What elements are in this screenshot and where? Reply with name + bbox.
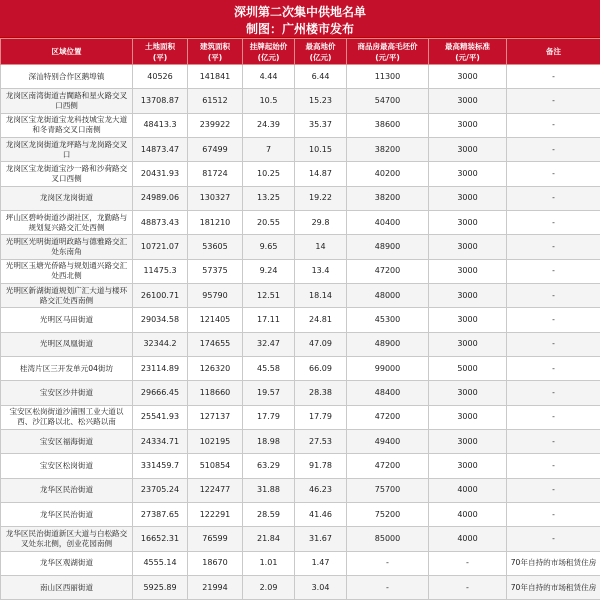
column-header-title: 商品房最高毛坯价	[347, 41, 428, 52]
location-cell: 光明区玉塘光侨路与规划通兴路交汇处西北侧	[1, 259, 133, 283]
max-price-cell: 6.44	[295, 65, 347, 89]
land-area-cell: 32344.2	[133, 332, 188, 356]
max-price-cell: 18.14	[295, 283, 347, 307]
start-price-cell: 19.57	[243, 381, 295, 405]
max-decor-standard-cell: 4000	[429, 527, 507, 551]
max-rough-price-cell: 40400	[347, 210, 429, 234]
table-row	[1, 89, 600, 113]
note-cell: -	[507, 65, 600, 89]
note-cell: -	[507, 405, 600, 429]
max-price-cell: 15.23	[295, 89, 347, 113]
table-row	[1, 283, 600, 307]
note-cell: -	[507, 332, 600, 356]
build-area-cell: 21994	[188, 575, 243, 599]
max-rough-price-cell: 40200	[347, 162, 429, 186]
location-cell: 光明区凤凰街道	[1, 332, 133, 356]
location-cell: 坪山区碧岭街道沙湖社区，龙勤路与规划复兴路交汇处西侧	[1, 210, 133, 234]
build-area-cell: 81724	[188, 162, 243, 186]
table-row	[1, 381, 600, 405]
table-row	[1, 575, 600, 599]
build-area-cell: 95790	[188, 283, 243, 307]
location-cell: 宝安区福海街道	[1, 429, 133, 453]
table-row	[1, 478, 600, 502]
column-header	[507, 39, 600, 65]
max-price-cell: 27.53	[295, 429, 347, 453]
land-area-cell: 5925.89	[133, 575, 188, 599]
max-price-cell: 47.09	[295, 332, 347, 356]
location-cell: 龙岗区南湾街道吉閫路和星火路交叉口西侧	[1, 89, 133, 113]
note-cell: -	[507, 356, 600, 380]
table-row	[1, 502, 600, 526]
start-price-cell: 2.09	[243, 575, 295, 599]
note-cell: -	[507, 454, 600, 478]
start-price-cell: 10.25	[243, 162, 295, 186]
location-cell: 桂湾片区三开发单元04街坊	[1, 356, 133, 380]
start-price-cell: 45.58	[243, 356, 295, 380]
table-row	[1, 162, 600, 186]
max-price-cell: 14.87	[295, 162, 347, 186]
column-header-title: 土地面积	[133, 41, 187, 52]
sheet-subtitle: 制图：广州楼市发布	[0, 20, 600, 37]
build-area-cell: 122291	[188, 502, 243, 526]
max-price-cell: 10.15	[295, 137, 347, 161]
start-price-cell: 9.65	[243, 235, 295, 259]
table-row	[1, 210, 600, 234]
location-cell: 宝安区松岗街道	[1, 454, 133, 478]
location-cell: 南山区西丽街道	[1, 575, 133, 599]
max-decor-standard-cell: -	[429, 575, 507, 599]
max-price-cell: 17.79	[295, 405, 347, 429]
column-header-unit: (亿元)	[295, 52, 346, 63]
max-rough-price-cell: -	[347, 575, 429, 599]
start-price-cell: 7	[243, 137, 295, 161]
build-area-cell: 174655	[188, 332, 243, 356]
build-area-cell: 67499	[188, 137, 243, 161]
land-area-cell: 14873.47	[133, 137, 188, 161]
max-decor-standard-cell: 3000	[429, 186, 507, 210]
build-area-cell: 118660	[188, 381, 243, 405]
start-price-cell: 31.88	[243, 478, 295, 502]
max-decor-standard-cell: 3000	[429, 454, 507, 478]
note-cell: 70年自持的市场租赁住房	[507, 575, 600, 599]
land-area-cell: 24989.06	[133, 186, 188, 210]
table-row	[1, 454, 600, 478]
land-area-cell: 40526	[133, 65, 188, 89]
start-price-cell: 18.98	[243, 429, 295, 453]
max-price-cell: 91.78	[295, 454, 347, 478]
land-area-cell: 27387.65	[133, 502, 188, 526]
start-price-cell: 4.44	[243, 65, 295, 89]
max-decor-standard-cell: 3000	[429, 137, 507, 161]
max-decor-standard-cell: 3000	[429, 429, 507, 453]
land-area-cell: 10721.07	[133, 235, 188, 259]
column-header-unit: (亿元)	[243, 52, 294, 63]
max-rough-price-cell: 85000	[347, 527, 429, 551]
table-row	[1, 551, 600, 575]
table-row	[1, 527, 600, 551]
build-area-cell: 130327	[188, 186, 243, 210]
land-table	[0, 38, 600, 600]
start-price-cell: 32.47	[243, 332, 295, 356]
start-price-cell: 17.79	[243, 405, 295, 429]
table-row	[1, 137, 600, 161]
land-area-cell: 48873.43	[133, 210, 188, 234]
max-decor-standard-cell: 5000	[429, 356, 507, 380]
max-rough-price-cell: 47200	[347, 405, 429, 429]
land-area-cell: 13708.87	[133, 89, 188, 113]
table-row	[1, 429, 600, 453]
land-area-cell: 26100.71	[133, 283, 188, 307]
max-price-cell: 19.22	[295, 186, 347, 210]
note-cell: -	[507, 89, 600, 113]
start-price-cell: 17.11	[243, 308, 295, 332]
build-area-cell: 121405	[188, 308, 243, 332]
max-price-cell: 1.47	[295, 551, 347, 575]
max-rough-price-cell: 47200	[347, 454, 429, 478]
note-cell: -	[507, 186, 600, 210]
table-row	[1, 65, 600, 89]
column-header	[429, 39, 507, 65]
land-area-cell: 25541.93	[133, 405, 188, 429]
start-price-cell: 24.39	[243, 113, 295, 137]
column-header-title: 建筑面积	[188, 41, 242, 52]
land-area-cell: 11475.3	[133, 259, 188, 283]
max-price-cell: 14	[295, 235, 347, 259]
max-rough-price-cell: 54700	[347, 89, 429, 113]
max-price-cell: 13.4	[295, 259, 347, 283]
note-cell: -	[507, 527, 600, 551]
location-cell: 龙岗区龙岗街道	[1, 186, 133, 210]
max-decor-standard-cell: 3000	[429, 283, 507, 307]
location-cell: 龙华区民治街道	[1, 502, 133, 526]
column-header-title: 挂牌起始价	[243, 41, 294, 52]
max-rough-price-cell: 45300	[347, 308, 429, 332]
land-area-cell: 4555.14	[133, 551, 188, 575]
location-cell: 宝安区松岗街道沙浦围工业大道以西、沙江路以北、松兴路以南	[1, 405, 133, 429]
note-cell: -	[507, 162, 600, 186]
build-area-cell: 102195	[188, 429, 243, 453]
build-area-cell: 18670	[188, 551, 243, 575]
note-cell: -	[507, 429, 600, 453]
column-header	[133, 39, 188, 65]
land-area-cell: 29666.45	[133, 381, 188, 405]
location-cell: 光明区新湖街道规划广汇大道与楼环路交汇处西南侧	[1, 283, 133, 307]
max-rough-price-cell: 47200	[347, 259, 429, 283]
max-price-cell: 3.04	[295, 575, 347, 599]
table-row	[1, 308, 600, 332]
max-decor-standard-cell: 3000	[429, 332, 507, 356]
column-header	[188, 39, 243, 65]
location-cell: 龙华区观湖街道	[1, 551, 133, 575]
note-cell: -	[507, 210, 600, 234]
max-rough-price-cell: 38600	[347, 113, 429, 137]
max-rough-price-cell: 99000	[347, 356, 429, 380]
note-cell: -	[507, 283, 600, 307]
location-cell: 龙华区民治街道	[1, 478, 133, 502]
location-cell: 龙岗区龙岗街道龙坪路与龙岗路交叉口	[1, 137, 133, 161]
column-header	[295, 39, 347, 65]
note-cell: -	[507, 381, 600, 405]
note-cell: 70年自持的市场租赁住房	[507, 551, 600, 575]
note-cell: -	[507, 308, 600, 332]
build-area-cell: 510854	[188, 454, 243, 478]
max-decor-standard-cell: 3000	[429, 210, 507, 234]
max-decor-standard-cell: 4000	[429, 478, 507, 502]
start-price-cell: 13.25	[243, 186, 295, 210]
max-price-cell: 66.09	[295, 356, 347, 380]
column-header-unit: (平)	[188, 52, 242, 63]
max-price-cell: 46.23	[295, 478, 347, 502]
column-header-title: 区域位置	[1, 46, 132, 57]
column-header-title: 最高精装标准	[429, 41, 506, 52]
note-cell: -	[507, 502, 600, 526]
column-header-title: 备注	[507, 46, 600, 57]
max-rough-price-cell: 48900	[347, 235, 429, 259]
header-row	[1, 39, 600, 65]
build-area-cell: 76599	[188, 527, 243, 551]
max-rough-price-cell: 48000	[347, 283, 429, 307]
build-area-cell: 57375	[188, 259, 243, 283]
column-header-title: 最高地价	[295, 41, 346, 52]
build-area-cell: 126320	[188, 356, 243, 380]
build-area-cell: 61512	[188, 89, 243, 113]
location-cell: 龙岗区宝龙街道宝沙一路和沙荷路交叉口西侧	[1, 162, 133, 186]
table-body	[1, 65, 600, 600]
location-cell: 光明区光明街道明政路与德雅路交汇处东南角	[1, 235, 133, 259]
max-rough-price-cell: 48400	[347, 381, 429, 405]
start-price-cell: 9.24	[243, 259, 295, 283]
max-rough-price-cell: 75700	[347, 478, 429, 502]
column-header	[347, 39, 429, 65]
land-area-cell: 23114.89	[133, 356, 188, 380]
max-decor-standard-cell: 3000	[429, 259, 507, 283]
land-area-cell: 20431.93	[133, 162, 188, 186]
start-price-cell: 28.59	[243, 502, 295, 526]
start-price-cell: 63.29	[243, 454, 295, 478]
max-decor-standard-cell: 3000	[429, 381, 507, 405]
build-area-cell: 122477	[188, 478, 243, 502]
column-header-unit: (元/平)	[347, 52, 428, 63]
land-area-cell: 29034.58	[133, 308, 188, 332]
title-band	[0, 0, 600, 38]
start-price-cell: 12.51	[243, 283, 295, 307]
max-price-cell: 41.46	[295, 502, 347, 526]
land-area-cell: 331459.7	[133, 454, 188, 478]
column-header-unit: (平)	[133, 52, 187, 63]
max-decor-standard-cell: 3000	[429, 308, 507, 332]
start-price-cell: 10.5	[243, 89, 295, 113]
max-price-cell: 35.37	[295, 113, 347, 137]
location-cell: 深汕特别合作区鹅埠镇	[1, 65, 133, 89]
max-decor-standard-cell: -	[429, 551, 507, 575]
note-cell: -	[507, 478, 600, 502]
max-rough-price-cell: -	[347, 551, 429, 575]
location-cell: 龙华区民治街道新区大道与白松路交叉处东北侧，创业花园南侧	[1, 527, 133, 551]
sheet-title: 深圳第二次集中供地名单	[0, 3, 600, 20]
max-price-cell: 31.67	[295, 527, 347, 551]
max-decor-standard-cell: 3000	[429, 113, 507, 137]
max-rough-price-cell: 38200	[347, 137, 429, 161]
table-row	[1, 405, 600, 429]
build-area-cell: 127137	[188, 405, 243, 429]
land-area-cell: 16652.31	[133, 527, 188, 551]
build-area-cell: 141841	[188, 65, 243, 89]
max-decor-standard-cell: 4000	[429, 502, 507, 526]
max-decor-standard-cell: 3000	[429, 405, 507, 429]
max-rough-price-cell: 11300	[347, 65, 429, 89]
start-price-cell: 1.01	[243, 551, 295, 575]
land-area-cell: 48413.3	[133, 113, 188, 137]
location-cell: 光明区马田街道	[1, 308, 133, 332]
table-row	[1, 259, 600, 283]
start-price-cell: 21.84	[243, 527, 295, 551]
note-cell: -	[507, 259, 600, 283]
note-cell: -	[507, 113, 600, 137]
max-price-cell: 29.8	[295, 210, 347, 234]
build-area-cell: 181210	[188, 210, 243, 234]
max-decor-standard-cell: 3000	[429, 89, 507, 113]
column-header	[1, 39, 133, 65]
build-area-cell: 53605	[188, 235, 243, 259]
table-row	[1, 332, 600, 356]
build-area-cell: 239922	[188, 113, 243, 137]
note-cell: -	[507, 235, 600, 259]
max-decor-standard-cell: 3000	[429, 235, 507, 259]
column-header-unit: (元/平)	[429, 52, 506, 63]
max-rough-price-cell: 75200	[347, 502, 429, 526]
location-cell: 宝安区沙井街道	[1, 381, 133, 405]
max-rough-price-cell: 48900	[347, 332, 429, 356]
max-price-cell: 28.38	[295, 381, 347, 405]
note-cell: -	[507, 137, 600, 161]
max-rough-price-cell: 38200	[347, 186, 429, 210]
column-header	[243, 39, 295, 65]
max-decor-standard-cell: 3000	[429, 162, 507, 186]
land-area-cell: 23705.24	[133, 478, 188, 502]
land-area-cell: 24334.71	[133, 429, 188, 453]
location-cell: 龙岗区宝龙街道宝龙科技城宝龙大道和冬青路交叉口南侧	[1, 113, 133, 137]
table-row	[1, 356, 600, 380]
max-price-cell: 24.81	[295, 308, 347, 332]
table-row	[1, 235, 600, 259]
table-row	[1, 113, 600, 137]
max-decor-standard-cell: 3000	[429, 65, 507, 89]
max-rough-price-cell: 49400	[347, 429, 429, 453]
start-price-cell: 20.55	[243, 210, 295, 234]
table-row	[1, 186, 600, 210]
